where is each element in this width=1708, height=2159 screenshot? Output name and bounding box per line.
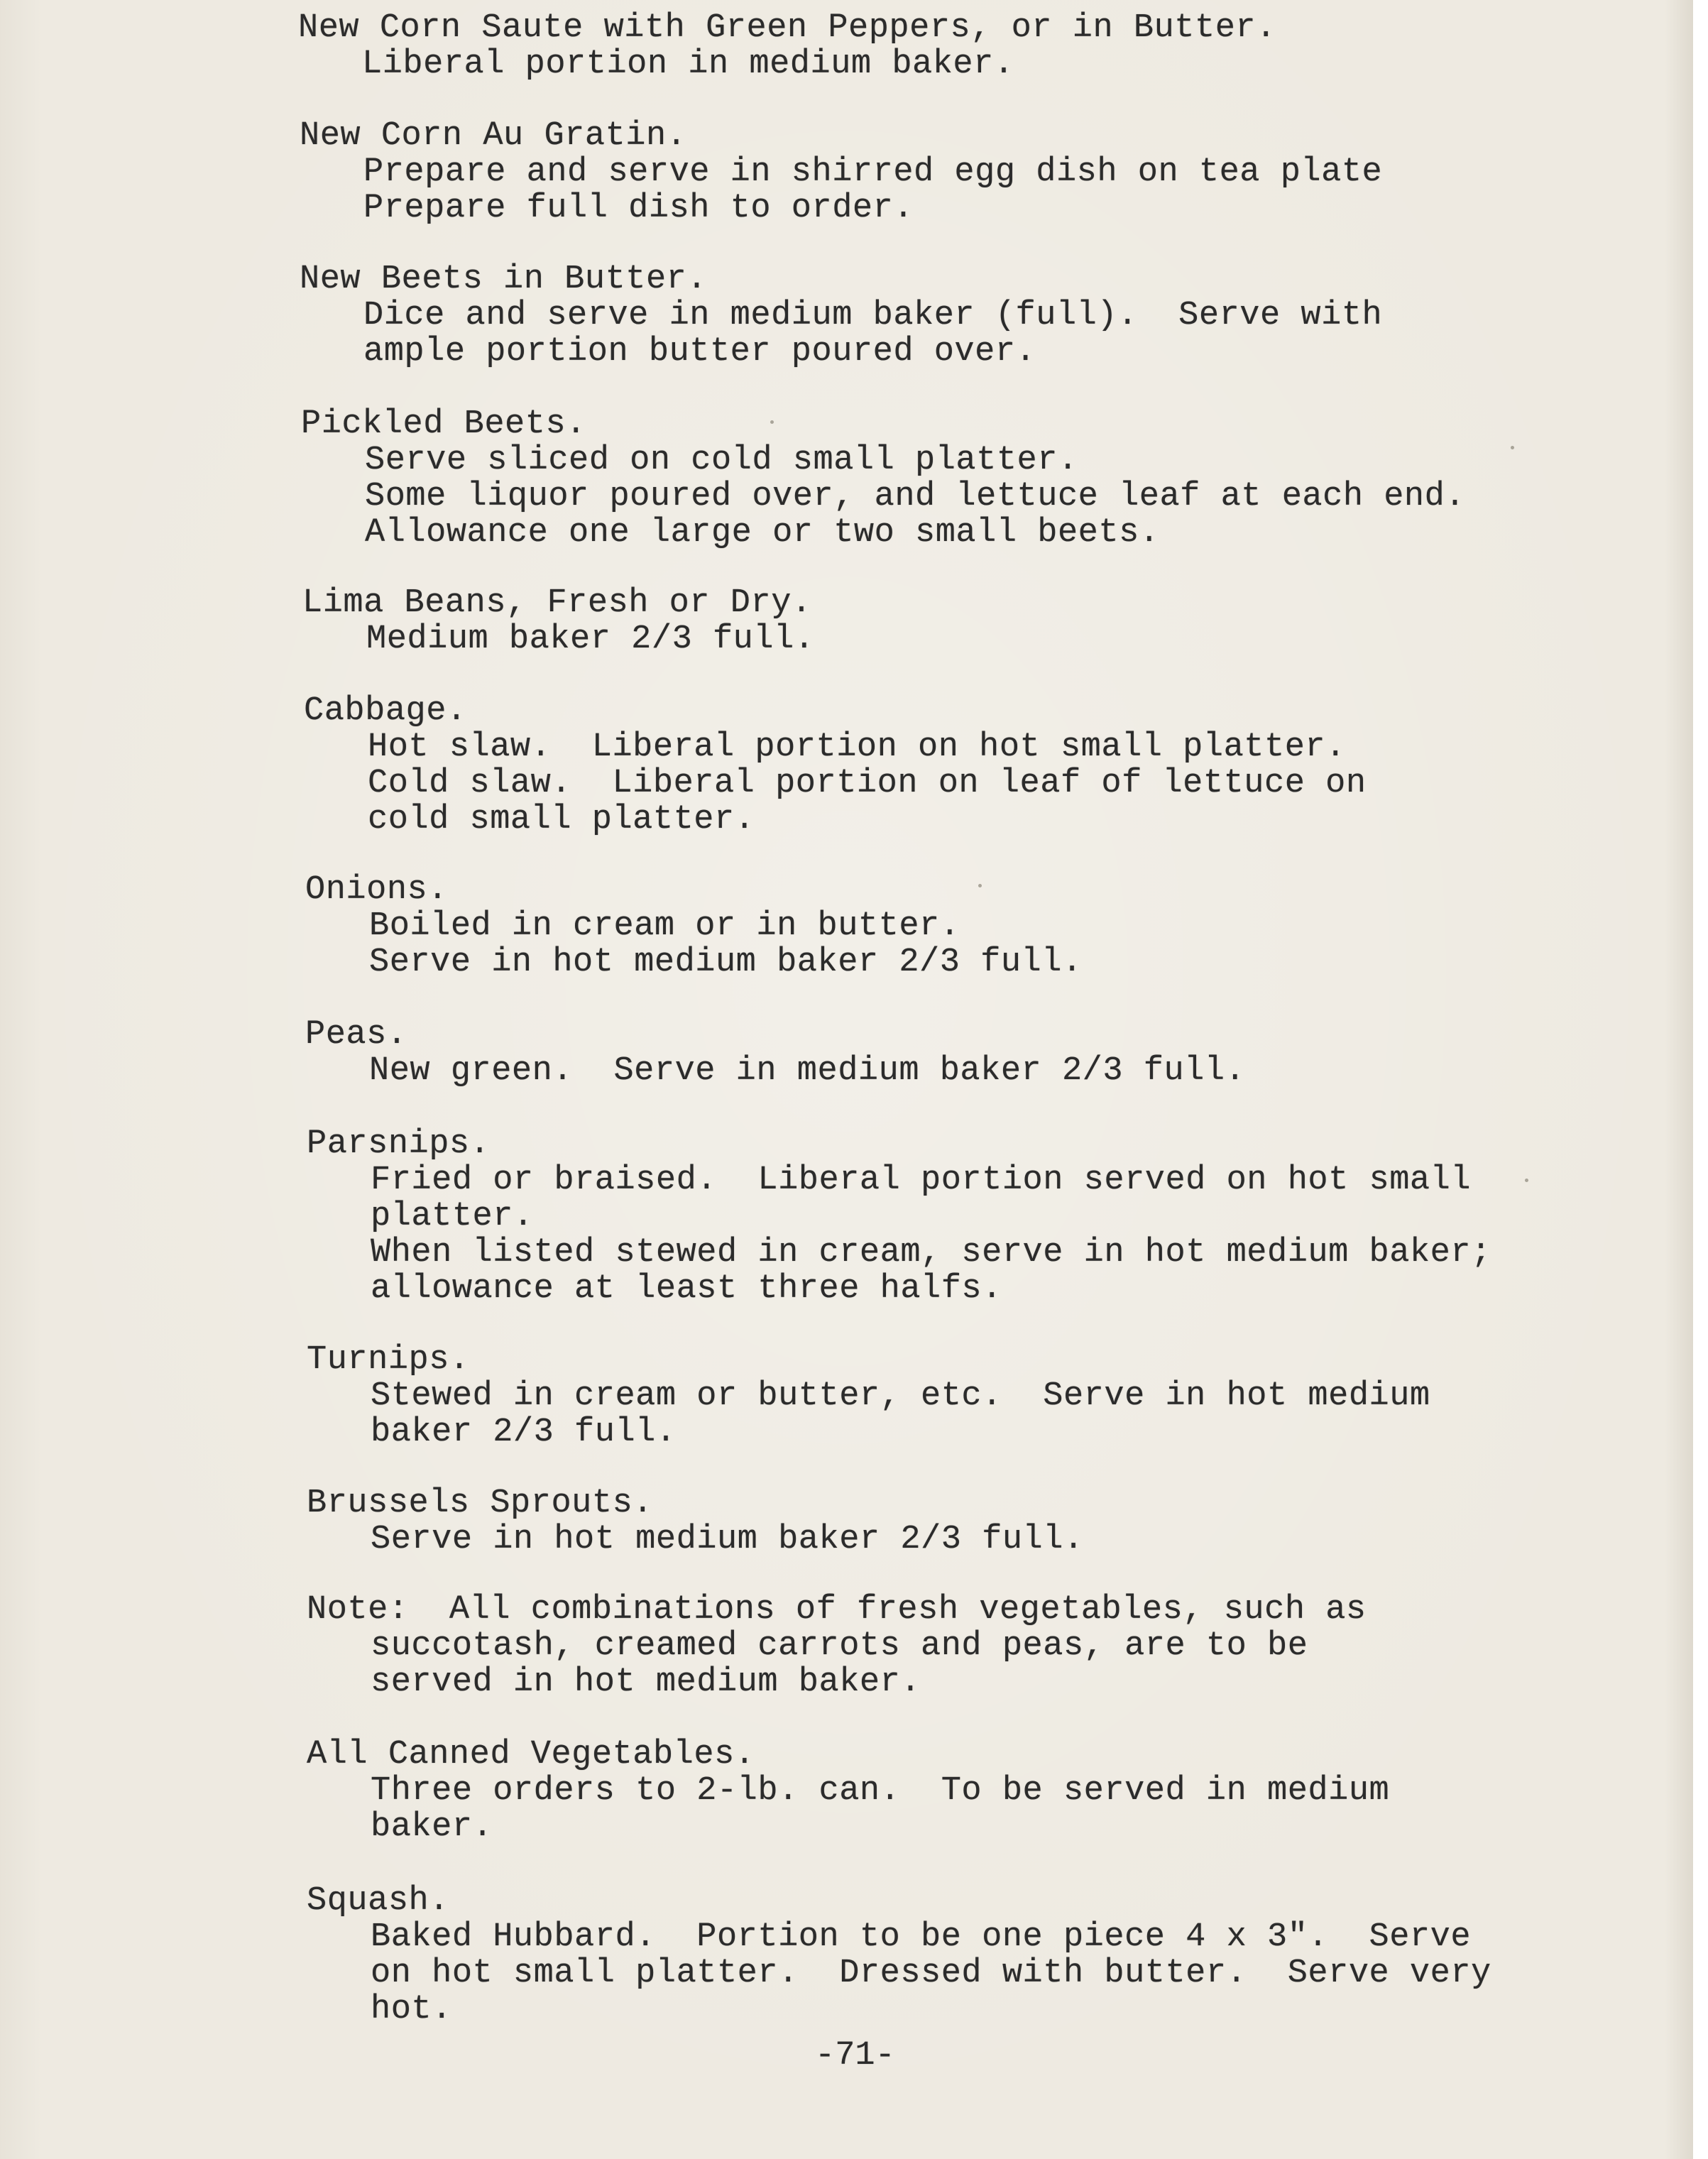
entry-new-corn-au-gratin [300, 118, 1708, 226]
entry-line: baker. [371, 1808, 493, 1846]
entry-line: succotash, creamed carrots and peas, are to be [371, 1627, 1308, 1665]
entry-turnips [307, 1342, 1708, 1450]
entry-heading: Pickled Beets. [301, 405, 586, 443]
entry-heading: All Canned Vegetables. [307, 1736, 755, 1773]
entry-heading: Cabbage. [304, 692, 467, 730]
entry-cabbage [304, 693, 1708, 838]
entry-heading: New Corn Au Gratin. [300, 117, 687, 155]
entry-line: Medium baker 2/3 full. [366, 621, 815, 658]
entry-peas [305, 1017, 1708, 1089]
entry-line: Three orders to 2-lb. can. To be served in medium [371, 1772, 1390, 1810]
entry-all-canned-vegetables [307, 1737, 1708, 1845]
entry-line: Stewed in cream or butter, etc. Serve in hot medium [371, 1377, 1430, 1415]
entry-line: Serve in hot medium baker 2/3 full. [371, 1521, 1084, 1558]
entry-line: Dice and serve in medium baker (full). Serve with [363, 297, 1383, 334]
entry-line: Serve sliced on cold small platter. [365, 442, 1078, 479]
entry-line: Hot slaw. Liberal portion on hot small platter. [368, 728, 1346, 766]
scan-margin [1693, 0, 1708, 2159]
entry-line: When listed stewed in cream, serve in hot medium baker; [371, 1234, 1491, 1272]
entry-pickled-beets [301, 406, 1708, 551]
entry-heading: Brussels Sprouts. [307, 1485, 653, 1522]
entry-line: Serve in hot medium baker 2/3 full. [369, 944, 1083, 981]
entry-brussels-sprouts [307, 1485, 1708, 1558]
entry-line: Some liquor poured over, and lettuce leaf at each end. [365, 478, 1466, 515]
entry-line: on hot small platter. Dressed with butter. Serve very [371, 1955, 1491, 1992]
ink-speck [1525, 1179, 1528, 1182]
entry-line: ample portion butter poured over. [363, 333, 1036, 371]
entry-line: Baked Hubbard. Portion to be one piece 4 x 3". Serve [371, 1918, 1472, 1956]
entry-new-corn-saute [298, 10, 1708, 82]
entry-line: served in hot medium baker. [371, 1663, 921, 1701]
entry-line: Cold slaw. Liberal portion on leaf of lettuce on [368, 765, 1367, 802]
entry-heading: Onions. [305, 871, 448, 909]
entry-line: baker 2/3 full. [371, 1414, 677, 1451]
entry-heading: Peas. [305, 1016, 407, 1054]
entry-line: Prepare and serve in shirred egg dish on tea plate [363, 153, 1383, 191]
entry-note-combinations [307, 1592, 1708, 1700]
entry-heading: New Corn Saute with Green Peppers, or in Butter. [298, 9, 1276, 47]
entry-line: Prepare full dish to order. [363, 190, 914, 227]
entry-line: Fried or braised. Liberal portion served on hot small [371, 1162, 1472, 1199]
ink-speck [978, 884, 982, 887]
entry-new-beets-in-butter [300, 261, 1708, 370]
entry-line: cold small platter. [368, 801, 755, 838]
entry-line: Liberal portion in medium baker. [362, 45, 1014, 83]
entry-parsnips [307, 1126, 1708, 1307]
entry-heading: Lima Beans, Fresh or Dry. [302, 584, 812, 622]
entry-lima-beans [302, 585, 1708, 657]
entry-heading: Parsnips. [307, 1125, 491, 1163]
entry-heading: Turnips. [307, 1341, 470, 1379]
page-number: -71- [815, 2037, 895, 2075]
entry-line: New green. Serve in medium baker 2/3 full. [369, 1052, 1246, 1090]
ink-speck [1511, 446, 1514, 449]
entry-heading: Squash. [307, 1882, 449, 1920]
entry-heading: Note: All combinations of fresh vegetables, such as [307, 1591, 1367, 1629]
ink-speck [770, 420, 774, 424]
entry-line: hot. [371, 1991, 452, 2028]
entry-heading: New Beets in Butter. [300, 261, 708, 298]
entry-line: platter. [371, 1198, 534, 1235]
entry-line: Allowance one large or two small beets. [365, 514, 1160, 552]
entry-squash [307, 1883, 1708, 2028]
entry-line: allowance at least three halfs. [371, 1270, 1002, 1308]
entry-onions [305, 872, 1708, 980]
entry-line: Boiled in cream or in butter. [369, 907, 960, 945]
